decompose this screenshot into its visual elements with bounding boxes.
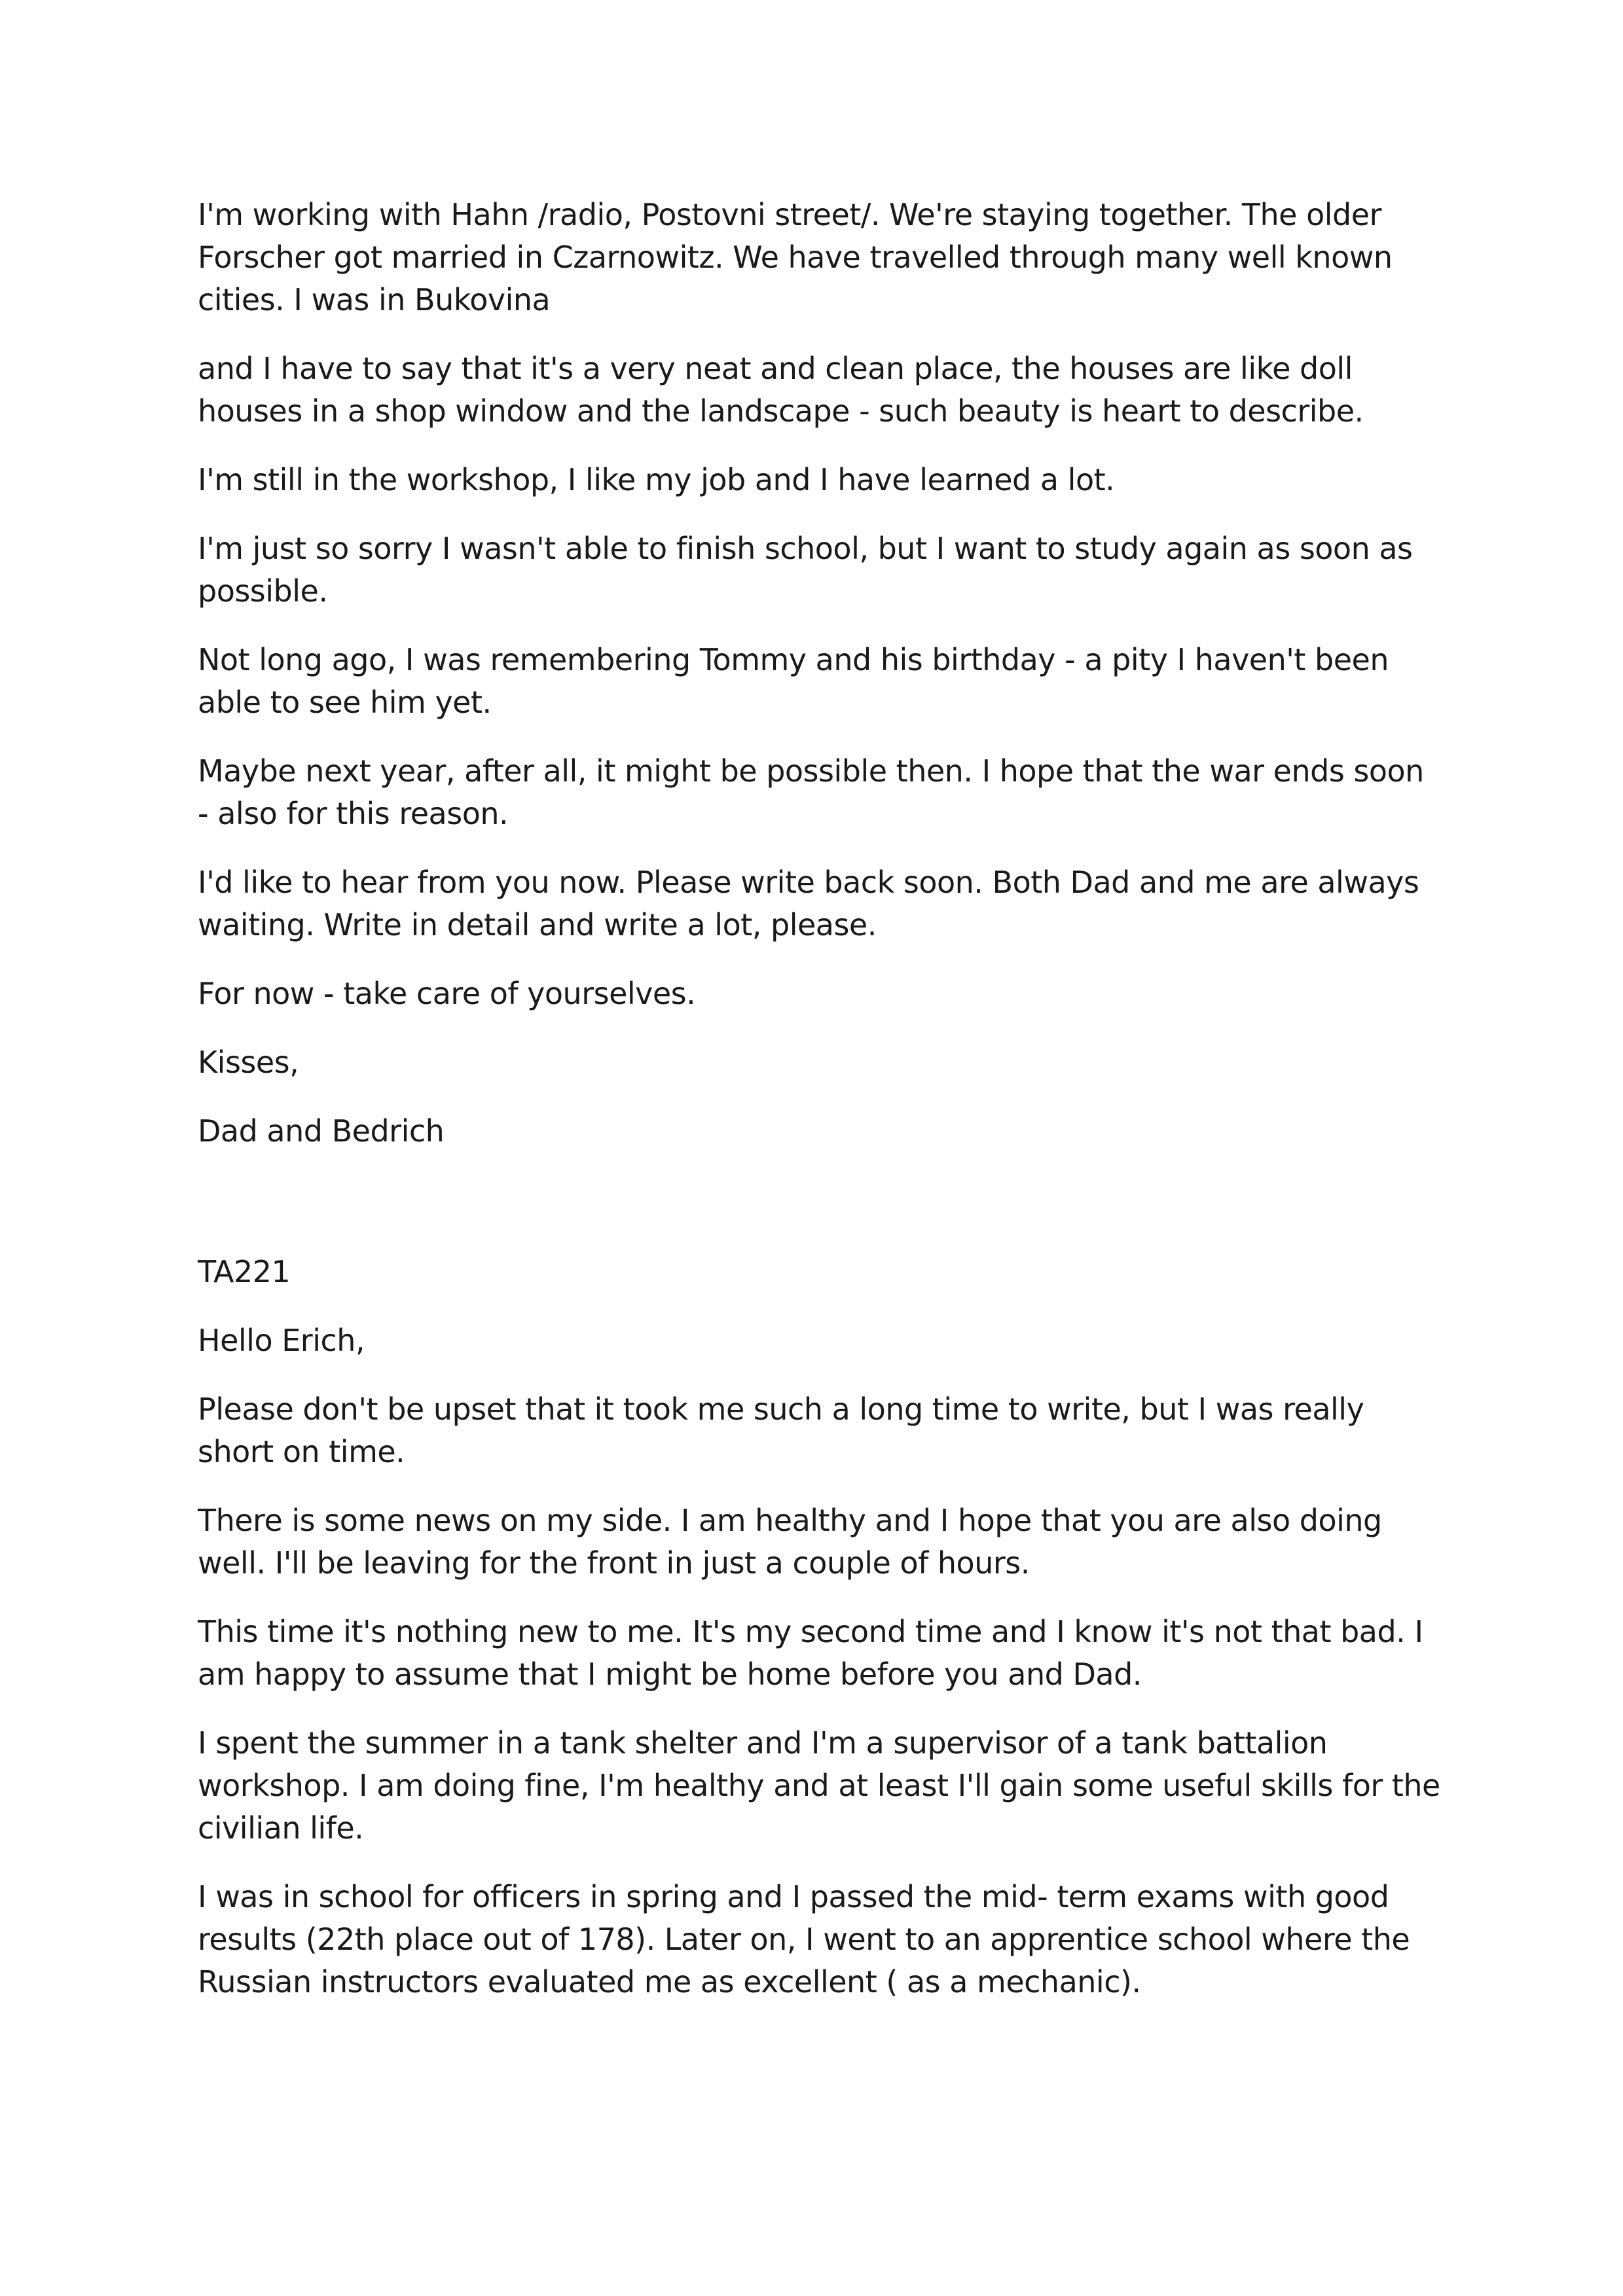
closing: Kisses, (198, 1045, 299, 1080)
paragraph: Please don't be upset that it took me such a long time to write, but I was really short on time. (198, 1391, 1364, 1469)
paragraph: I'm still in the workshop, I like my job and I have learned a lot. (198, 462, 1115, 497)
paragraph: This time it's nothing new to me. It's my second time and I know it's not that bad. I am happy to assume that I might be home before you and Dad. (198, 1614, 1423, 1692)
paragraph: I'm working with Hahn /radio, Postovni street/. We're staying together. The older Forscher got married in Czarnowitz. We have travelled through many well known cities. I was in Bukovina (198, 197, 1393, 317)
paragraph: Not long ago, I was remembering Tommy and his birthday - a pity I haven't been able to see him yet. (198, 642, 1389, 720)
paragraph: Maybe next year, after all, it might be possible then. I hope that the war ends soon - also for this reason. (198, 753, 1424, 831)
paragraph: For now - take care of yourselves. (198, 976, 696, 1011)
signature: Dad and Bedrich (198, 1113, 445, 1149)
document-page (198, 194, 1442, 2003)
paragraph: I spent the summer in a tank shelter and I'm a supervisor of a tank battalion workshop. I am doing fine, I'm healthy and at least I'll gain some useful skills for the civilian life. (198, 1725, 1440, 1846)
paragraph: and I have to say that it's a very neat and clean place, the houses are like doll houses in a shop window and the landscape - such beauty is heart to describe. (198, 351, 1364, 429)
paragraph: There is some news on my side. I am healthy and I hope that you are also doing well. I'll be leaving for the front in just a couple of hours. (198, 1503, 1382, 1581)
letter-reference: TA221 (198, 1254, 291, 1289)
paragraph: I'd like to hear from you now. Please write back soon. Both Dad and me are always waiting. Write in detail and write a lot, please. (198, 865, 1419, 942)
greeting: Hello Erich, (198, 1323, 365, 1358)
paragraph: I'm just so sorry I wasn't able to finish school, but I want to study again as soon as possible. (198, 531, 1413, 609)
paragraph: I was in school for officers in spring and I passed the mid- term exams with good results (22th place out of 178). Later on, I went to an apprentice school where the Russian instructors evaluated me as excellent ( as a mechanic). (198, 1879, 1410, 2000)
